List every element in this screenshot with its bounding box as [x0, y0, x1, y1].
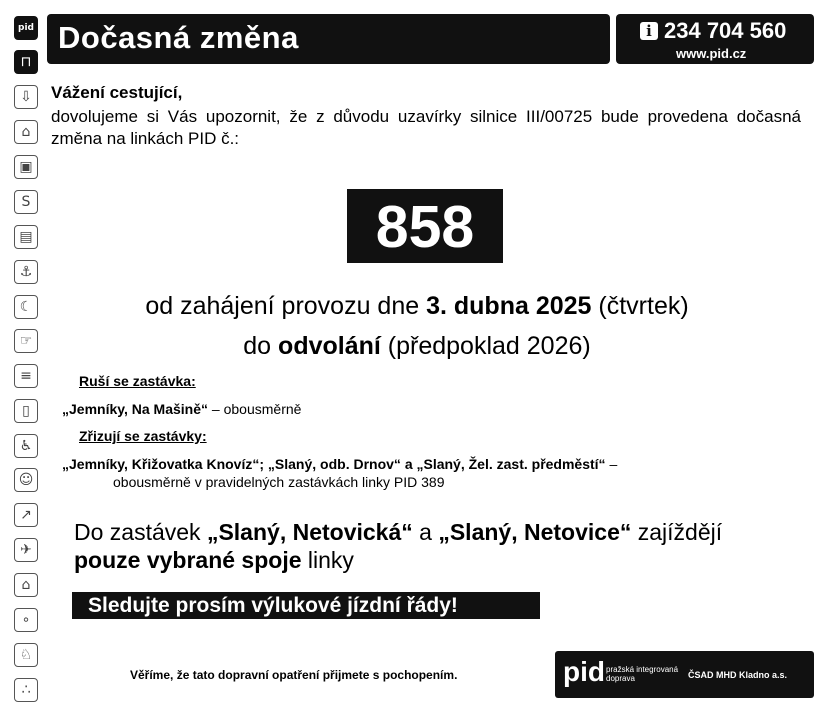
anchor-icon: ⚓ — [14, 260, 38, 284]
valid-to-estimate: (předpoklad 2026) — [380, 332, 591, 360]
line-number: 858 — [375, 194, 475, 260]
valid-from-day: (čtvrtek) — [591, 292, 689, 320]
escalator-icon: ↗ — [14, 503, 38, 527]
valid-from — [0, 292, 834, 321]
service-note-bold: pouze vybrané spoje — [74, 547, 302, 573]
pid-logo-sub1: pražská integrovaná — [606, 665, 679, 674]
phone-number: 234 704 560 — [664, 18, 787, 43]
cancel-heading: Ruší se zastávka: — [79, 373, 196, 389]
service-note-prefix: Do zastávek — [74, 519, 207, 545]
pid-logo-sub2: doprava — [606, 674, 635, 683]
service-stop-1: „Slaný, Netovická“ — [206, 519, 413, 545]
new-stops-dash: – — [605, 456, 618, 472]
valid-to-prefix: do — [243, 332, 279, 360]
card-icon: ≡ — [14, 364, 38, 388]
new-stops-line — [62, 456, 617, 472]
intro-text: dovolujeme si Vás upozornit, že z důvodu uzavírky silnice III/00725 bude provedena dočasná změna na linkách PID č.: — [51, 107, 801, 148]
hotline — [640, 18, 786, 44]
hand-icon: ☞ — [14, 329, 38, 353]
greeting: Vážení cestující, — [51, 83, 183, 102]
website-link[interactable]: www.pid.cz — [676, 46, 747, 61]
page-title: Dočasná změna — [58, 20, 299, 55]
train-icon: ⌂ — [14, 120, 38, 144]
timetable-banner-text: Sledujte prosím výlukové jízdní řády! — [88, 594, 458, 617]
tram-icon: ⇩ — [14, 85, 38, 109]
cancel-stop-line — [62, 401, 301, 417]
pid-logo-subtitle — [606, 665, 686, 683]
film-icon: ▤ — [14, 225, 38, 249]
service-note-suffix: linky — [301, 547, 354, 573]
bicycle-icon: ∘ — [14, 608, 38, 632]
valid-from-prefix: od zahájení provozu dne — [145, 292, 427, 320]
moon-icon: ☾ — [14, 295, 38, 319]
dog-icon: ♘ — [14, 643, 38, 667]
thanks-text: Věříme, že tato dopravní opatření přijmete s pochopením. — [130, 668, 458, 682]
dollar-icon: S — [14, 190, 38, 214]
new-stops: „Jemníky, Křižovatka Knovíz“; „Slaný, odb. Drnov“ a „Slaný, Žel. zast. předměstí“ — [62, 456, 606, 472]
service-note-verb: zajíždějí — [631, 519, 723, 545]
footsteps-icon: ∴ — [14, 678, 38, 702]
cancel-direction: – obousměrně — [208, 401, 302, 417]
phone-icon: ▯ — [14, 399, 38, 423]
plane-icon: ✈ — [14, 538, 38, 562]
operator-name: ČSAD MHD Kladno a.s. — [688, 670, 788, 680]
wheelchair-icon: ♿ — [14, 434, 38, 458]
metro-icon: ⊓ — [14, 50, 38, 74]
info-icon: i — [640, 22, 658, 40]
service-note-and: a — [412, 519, 439, 545]
cancel-stop: „Jemníky, Na Mašině“ — [62, 401, 209, 417]
family-icon: ☺ — [14, 468, 38, 492]
valid-from-date: 3. dubna 2025 — [426, 292, 592, 320]
valid-to-bold: odvolání — [278, 332, 381, 360]
service-note-line2 — [74, 545, 354, 575]
pid-logo: pid — [563, 656, 605, 687]
service-stop-2: „Slaný, Netovice“ — [438, 519, 632, 545]
new-stops-heading: Zřizují se zastávky: — [79, 428, 207, 444]
valid-to — [0, 332, 834, 361]
service-note-line1 — [74, 517, 722, 547]
new-stops-note: obousměrně v pravidelných zastávkách linky PID 389 — [113, 474, 445, 490]
pid-logo-icon: pid — [14, 16, 38, 40]
stroller-icon: ⌂ — [14, 573, 38, 597]
bus-icon: ▣ — [14, 155, 38, 179]
